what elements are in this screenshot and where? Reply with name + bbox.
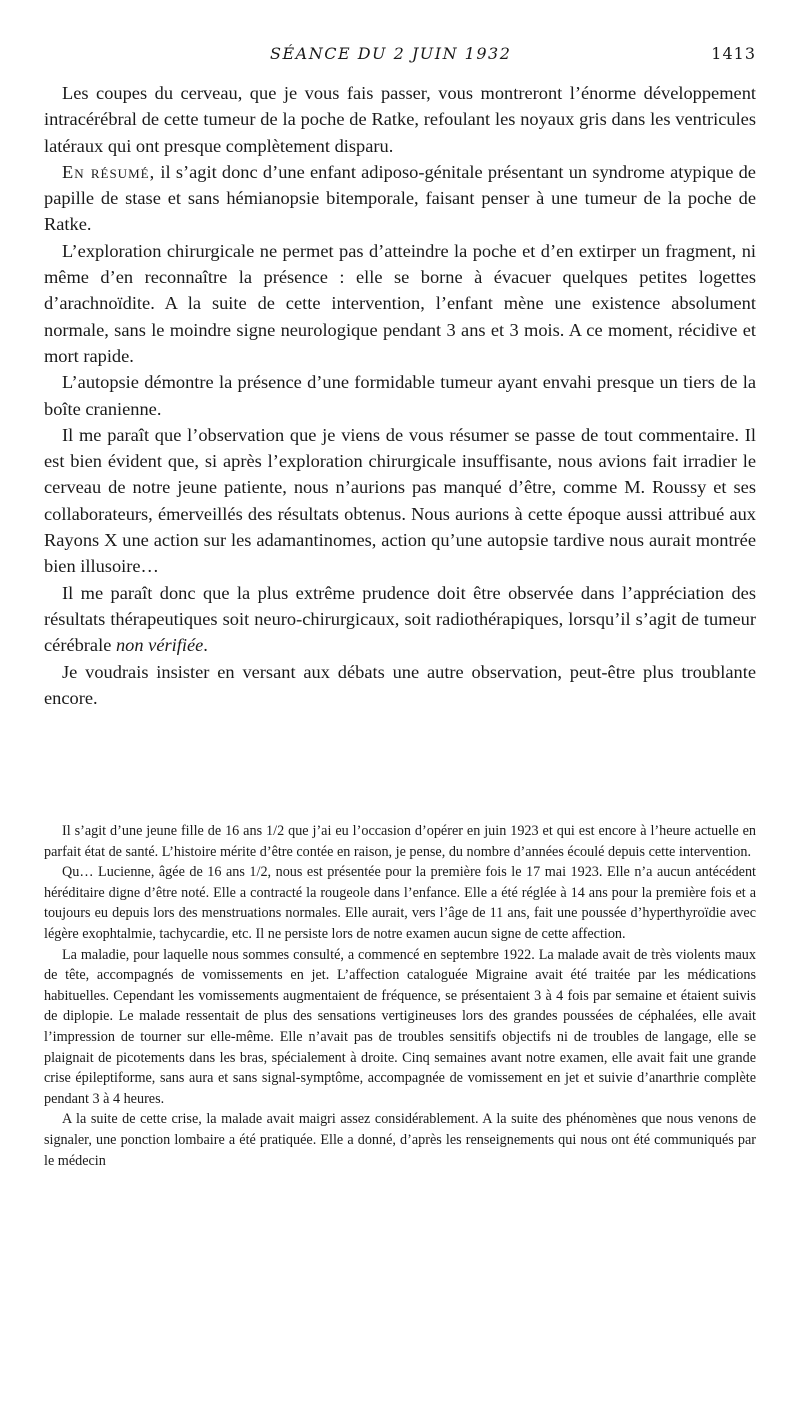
note-paragraph-2: Qu… Lucienne, âgée de 16 ans 1/2, nous est présentée pour la première fois le 17 mai 1923. Elle n’a aucun antécédent héréditaire digne d’être noté. Elle a contracté la rougeole dans l’enfance. Elle a été réglée à 14 ans pour la première fois et a toujours eu depuis lors des menstruations normales. Elle aurait, vers l’âge de 11 ans, fait une poussée d’hyperthyroïdie avec légère exophtalmie, tachycardie, etc. Il ne persiste lors de notre examen aucun signe de cette affection. bbox=[44, 864, 756, 942]
page-header bbox=[0, 44, 800, 68]
paragraph-coupes: Les coupes du cerveau, que je vous fais passer, vous montreront l’énorme développement intracérébral de cette tumeur de la poche de Ratke, refoulant les noyaux gris dans les ventricules latéraux qui ont presque complètement disparu. bbox=[44, 83, 756, 156]
paragraph-resume bbox=[44, 159, 756, 238]
note-paragraph-3: La maladie, pour laquelle nous sommes consulté, a commencé en septembre 1922. La malade avait de très violents maux de tête, accompagnés de vomissements en jet. L’affection cataloguée Migraine avait été traitée par les médications habituelles. Cependant les vomissements augmentaient de fréquence, se présentaient 3 à 4 fois par semaine et étaient suivis de diplopie. Le malade ressentait de plus des sensations vertigineuses lors des grandes poussées de céphalées, elle avait l’impression de tourner sur elle-même. Elle n’avait pas de troubles sensitifs objectifs ni de troubles de langage, elle se plaignait de picotements dans les bras, spécialement à droite. Cinq semaines avant notre examen, elle avait fait une grande crise épileptiforme, sans aura et sans signal-symptôme, accompagnée de vomissement en jet et suivie d’anarthrie complète pendant 3 à 4 heures. bbox=[44, 946, 756, 1107]
prudence-italic: non vérifiée bbox=[115, 635, 204, 656]
prudence-text: Il me paraît donc que la plus extrême prudence doit être observée dans l’appréciation des résultats thérapeutiques soit neuro-chirurgicaux, soit radiothérapiques, lorsqu’il s’agit de tumeur cérébrale bbox=[44, 582, 756, 656]
paragraph-insister: Je voudrais insister en versant aux débats une autre observation, peut-être plus troublante encore. bbox=[44, 661, 756, 708]
paragraph-commentaire: Il me paraît que l’observation que je viens de vous résumer se passe de tout commentaire. Il est bien évident que, si après l’exploration chirurgicale insuffisante, nous avions fait irradier le cerveau de notre jeune patiente, nous n’aurions pas manqué d’être, comme M. Roussy et ses collaborateurs, émerveillés des résultats obtenus. Nous aurions à cette époque aussi attribué aux Rayons X une action sur les adamantinomes, action qu’une autopsie tardive nous aurait montrée bien illusoire… bbox=[44, 424, 756, 577]
page-number: 1413 bbox=[711, 44, 756, 63]
paragraph-exploration: L’exploration chirurgicale ne permet pas d’atteindre la poche et d’en extirper un fragment, ni même d’en reconnaître la présence : elle se borne à évacuer quelques petites logettes d’arachnoïdite. A la suite de cette intervention, l’enfant mène une existence absolument normale, sans le moindre signe neurologique pendant 3 ans et 3 mois. A ce moment, récidive et mort rapide. bbox=[44, 240, 756, 366]
running-title: SÉANCE DU 2 JUIN 1932 bbox=[270, 44, 512, 63]
note-paragraph-1: Il s’agit d’une jeune fille de 16 ans 1/2 que j’ai eu l’occasion d’opérer en juin 1923 et qui est encore à l’heure actuelle en parfait état de santé. L’histoire mérite d’être contée en raison, je pense, du nombre d’années écoulé depuis cette intervention. bbox=[44, 823, 756, 860]
resume-lead: En résumé, bbox=[62, 161, 156, 182]
observation-text bbox=[44, 821, 756, 1171]
main-text bbox=[44, 80, 756, 711]
paragraph-prudence bbox=[44, 580, 756, 659]
note-paragraph-4: A la suite de cette crise, la malade avait maigri assez considérablement. A la suite des phénomènes que nous venons de signaler, une ponction lombaire a été pratiquée. Elle a donné, d’après les renseignements qui nous ont été communiqués par le médecin bbox=[44, 1111, 756, 1169]
paragraph-autopsie: L’autopsie démontre la présence d’une formidable tumeur ayant envahi presque un tiers de la boîte cranienne. bbox=[44, 372, 756, 419]
prudence-end: . bbox=[203, 635, 208, 656]
resume-text: il s’agit donc d’une enfant adiposo-génitale présentant un syndrome atypique de papille de stase et sans hémianopsie bitemporale, faisant penser à une tumeur de la poche de Ratke. bbox=[44, 161, 756, 235]
